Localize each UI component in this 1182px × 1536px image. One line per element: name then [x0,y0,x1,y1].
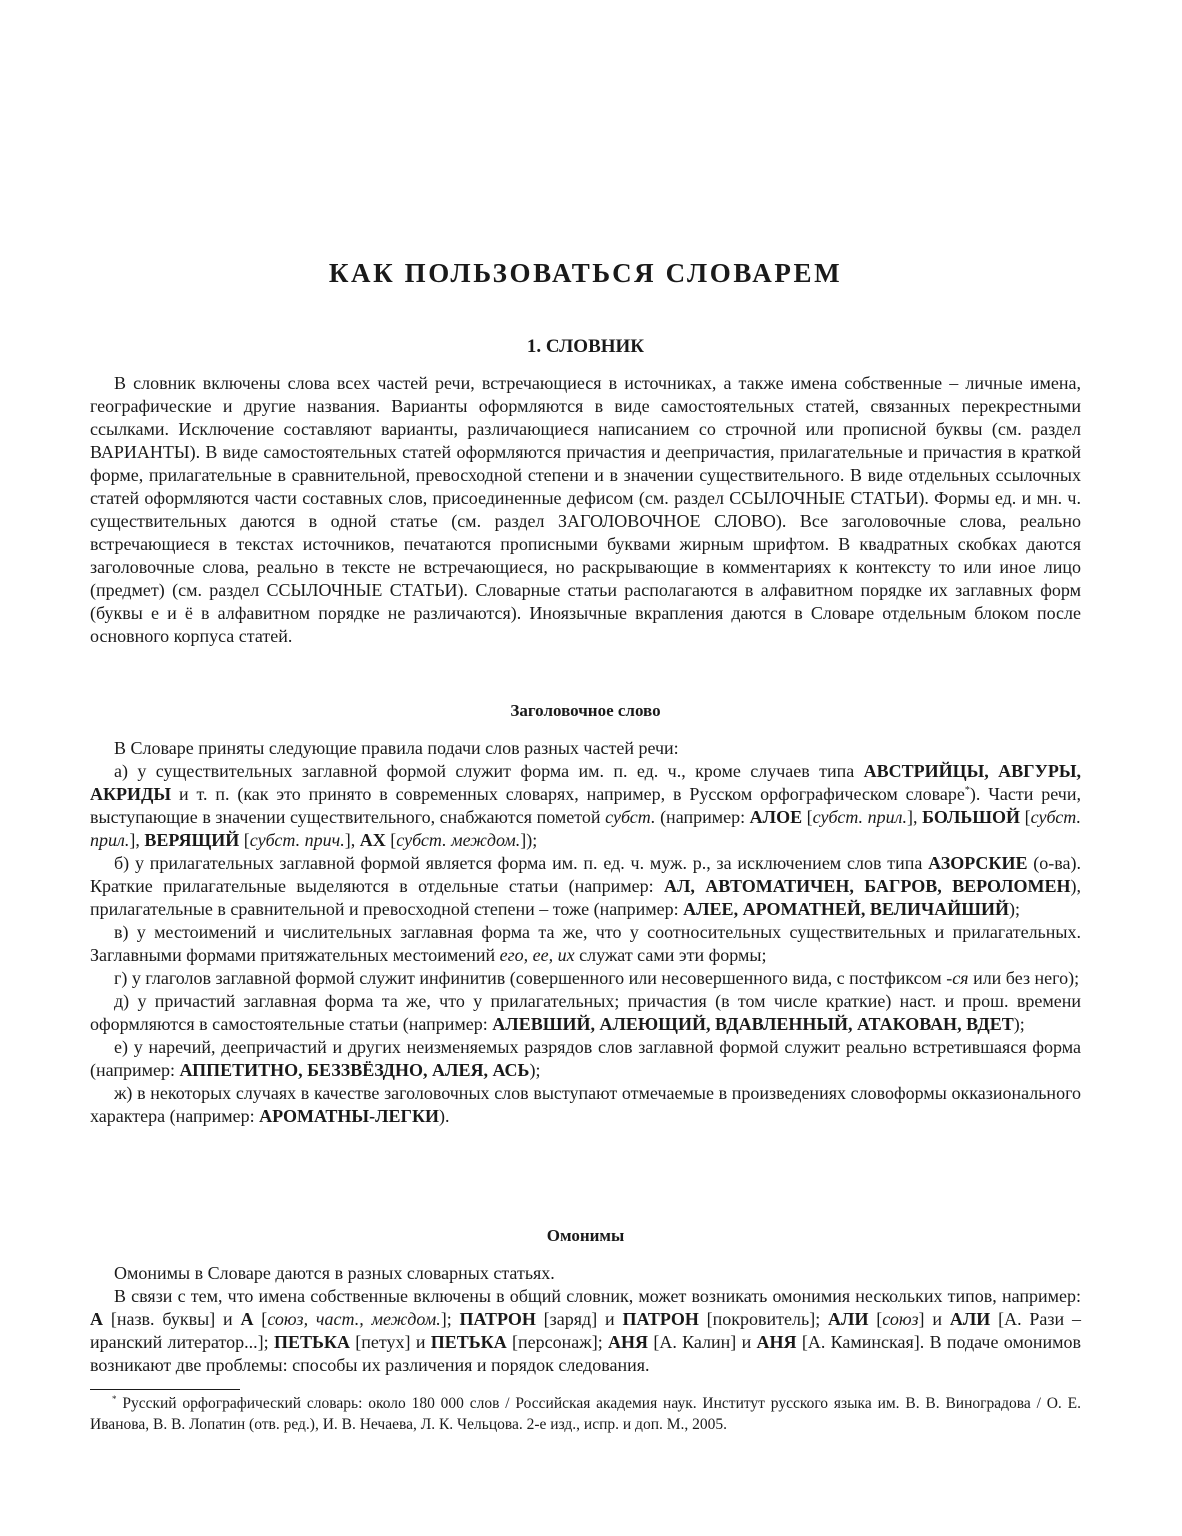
subsection-heading-homonyms: Омонимы [546,1226,625,1245]
text: а) у существительных заглавной формой служит форма им. п. ед. ч., кроме случаев типа [114,761,864,781]
label-italic: -ся [946,968,969,988]
text: ), прилагательные в сравнительной и превосходной степени – тоже (например: [90,876,1081,919]
text: [петух] и [349,1332,431,1352]
headword-example: БОЛЬШОЙ [922,807,1021,827]
headword-example: АППЕТИТНО, БЕЗЗВЁЗДНО, АЛЕЯ, АСЬ [179,1060,530,1080]
text: ). [439,1106,450,1126]
headword-example: ВЕРЯЩИЙ [144,830,240,850]
paragraph-homonyms-2 [90,1285,1081,1377]
subsection-homonyms-body [90,1262,1081,1377]
text: ); [529,1060,541,1080]
paragraph-rule-d [90,967,1081,990]
paragraph-rule-e [90,990,1081,1036]
label-italic: субст. прил. [90,807,1081,850]
text: [покровитель]; [698,1309,829,1329]
headword-example: АЛИ [828,1309,869,1329]
label-italic: союз, част., междом. [267,1309,441,1329]
subsection-heading-headword: Заголовочное слово [510,701,661,720]
text: [ [802,807,813,827]
text: [ [1020,807,1031,827]
text: или без него); [968,968,1080,988]
text: [А. Калин] и [648,1332,757,1352]
text: служат сами эти формы; [574,945,767,965]
label-italic: субст. прич. [249,830,345,850]
text: [персонаж]; [506,1332,609,1352]
text: [А. Каминская]. В подаче омонимов возникают две проблемы: способы их различения и порядок следования. [90,1332,1081,1375]
text: д) у причастий заглавная форма та же, что у прилагательных; причастия (в том числе краткие) наст. и прош. времени оформляются в самостоятельные статьи (например: [90,991,1081,1034]
text: [А. Рази – иранский литератор...]; [90,1309,1081,1352]
footnote-body: Русский орфографический словарь: около 180 000 слов / Российская академия наук. Институт русского языка им. В. В. Виноградова / О. Е. Иванова, В. В. Лопатин (отв. ред.), И. В. Нечаева, Л. К. Чельцова. 2-е изд., испр. и доп. М., 2005. [90,1395,1081,1433]
footnote-marker[interactable]: * [964,785,970,796]
headword-example: АЛИ [949,1309,991,1329]
text: е) у наречий, деепричастий и других неизменяемых разрядов слов заглавной формой служит реально встретившаяся форма (например: [90,1037,1081,1080]
text: ]); [520,830,538,850]
section-heading-slovnik: 1. СЛОВНИК [526,336,645,357]
label-italic: субст. [605,807,656,827]
text: ], [129,830,145,850]
paragraph-rule-f [90,1036,1081,1082]
headword-example: АЛ, АВТОМАТИЧЕН, БАГРОВ, ВЕРОЛОМЕН [663,876,1071,896]
footnote-text [90,1393,1081,1435]
label-italic: его, ее, их [499,945,575,965]
text: [заряд] и [535,1309,623,1329]
text: В связи с тем, что имена собственные включены в общий словник, может возникать омонимия нескольких типов, например: [114,1286,1081,1306]
headword-example: А [240,1309,254,1329]
text: ). Части речи, выступающие в значении существительного, снабжаются пометой [90,784,1081,827]
headword-example: А [90,1309,103,1329]
paragraph-headword-intro: В Словаре приняты следующие правила подачи слов разных частей речи: [114,738,679,758]
headword-example: ПЕТЬКА [274,1332,350,1352]
text: [назв. буквы] и [103,1309,241,1329]
label-italic: субст. прил. [812,807,907,827]
paragraph-homonyms-1: Омонимы в Словаре даются в разных словарных статьях. [114,1263,555,1283]
subsection-headword-body [90,737,1081,1128]
footnote [90,1393,1081,1435]
text: [ [253,1309,268,1329]
text: ], [906,807,923,827]
text: (например: [655,807,750,827]
text: ); [1009,899,1021,919]
headword-example: АРОМАТНЫ-ЛЕГКИ [259,1106,440,1126]
paragraph-slovnik-intro: В словник включены слова всех частей речи, встречающиеся в источниках, а также имена собственные – личные имена, географические и другие названия. Варианты оформляются в виде самостоятельных статей, связанных перекрестными ссылками. Исключение составляют варианты, различающиеся написанием со строчной или прописной буквы (см. раздел ВАРИАНТЫ). В виде самостоятельных статей оформляются причастия и деепричастия, прилагательные и причастия в краткой форме, прилагательные в сравнительной, превосходной степени и в значении существительного. В виде отдельных ссылочных статей оформляются части составных слов, присоединенные дефисом (см. раздел ССЫЛОЧНЫЕ СТАТЬИ). Формы ед. и мн. ч. существительных даются в одной статье (см. раздел ЗАГОЛОВОЧНОЕ СЛОВО). Все заголовочные слова, реально встречающиеся в текстах источников, печатаются прописными буквами жирным шрифтом. В квадратных скобках даются заголовочные слова, реально в тексте не встречающиеся, но раскрывающие в комментариях к контексту то или иное лицо (предмет) (см. раздел ССЫЛОЧНЫЕ СТАТЬИ). Словарные статьи располагаются в алфавитном порядке их заглавных форм (буквы е и ё в алфавитном порядке не различаются). Иноязычные вкрапления даются в Словаре отдельным блоком после основного корпуса статей. [90,373,1081,646]
headword-example: АХ [359,830,386,850]
headword-example: АЛОЕ [749,807,803,827]
text: ], [344,830,360,850]
text: ]; [440,1309,460,1329]
paragraph-rule-b [90,852,1081,921]
footnote-marker: * [112,1393,117,1404]
paragraph-rule-g [90,1082,1081,1128]
label-italic: союз [882,1309,919,1329]
paragraph-rule-c [90,921,1081,967]
text: [ [868,1309,883,1329]
footnote-divider [90,1389,240,1390]
headword-example: ПАТРОН [459,1309,536,1329]
headword-example: АЛЕВШИЙ, АЛЕЮЩИЙ, ВДАВЛЕННЫЙ, АТАКОВАН, ВДЕТ [492,1014,1014,1034]
page-title: КАК ПОЛЬЗОВАТЬСЯ СЛОВАРЕМ [328,258,843,288]
headword-example: ПЕТЬКА [430,1332,507,1352]
text: ] и [918,1309,950,1329]
text: [ [239,830,250,850]
text: ж) в некоторых случаях в качестве заголовочных слов выступают отмечаемые в произведениях словоформы окказионального характера (например: [90,1083,1081,1126]
text: и т. п. (как это принято в современных словарях, например, в Русском орфографическом словаре [171,784,965,804]
section-slovnik-body [90,372,1081,648]
text: г) у глаголов заглавной формой служит инфинитив (совершенного или несовершенного вида, с постфиксом [114,968,947,988]
text: [ [385,830,397,850]
text: б) у прилагательных заглавной формой является форма им. п. ед. ч. муж. р., за исключением слов типа [114,853,929,873]
text: в) у местоимений и числительных заглавная форма та же, что у соотносительных существительных и прилагательных. Заглавными формами притяжательных местоимений [90,922,1081,965]
headword-example: АЛЕЕ, АРОМАТНЕЙ, ВЕЛИЧАЙШИЙ [683,899,1010,919]
headword-example: АВСТРИЙЦЫ, АВГУРЫ, АКРИДЫ [90,761,1081,804]
headword-example: АНЯ [608,1332,649,1352]
paragraph-rule-a [90,760,1081,852]
headword-example: АЗОРСКИЕ [928,853,1028,873]
headword-example: ПАТРОН [622,1309,699,1329]
text: (о-ва). Краткие прилагательные выделяются в отдельные статьи (например: [90,853,1082,896]
label-italic: субст. междом. [396,830,521,850]
text: ); [1013,1014,1025,1034]
headword-example: АНЯ [756,1332,797,1352]
